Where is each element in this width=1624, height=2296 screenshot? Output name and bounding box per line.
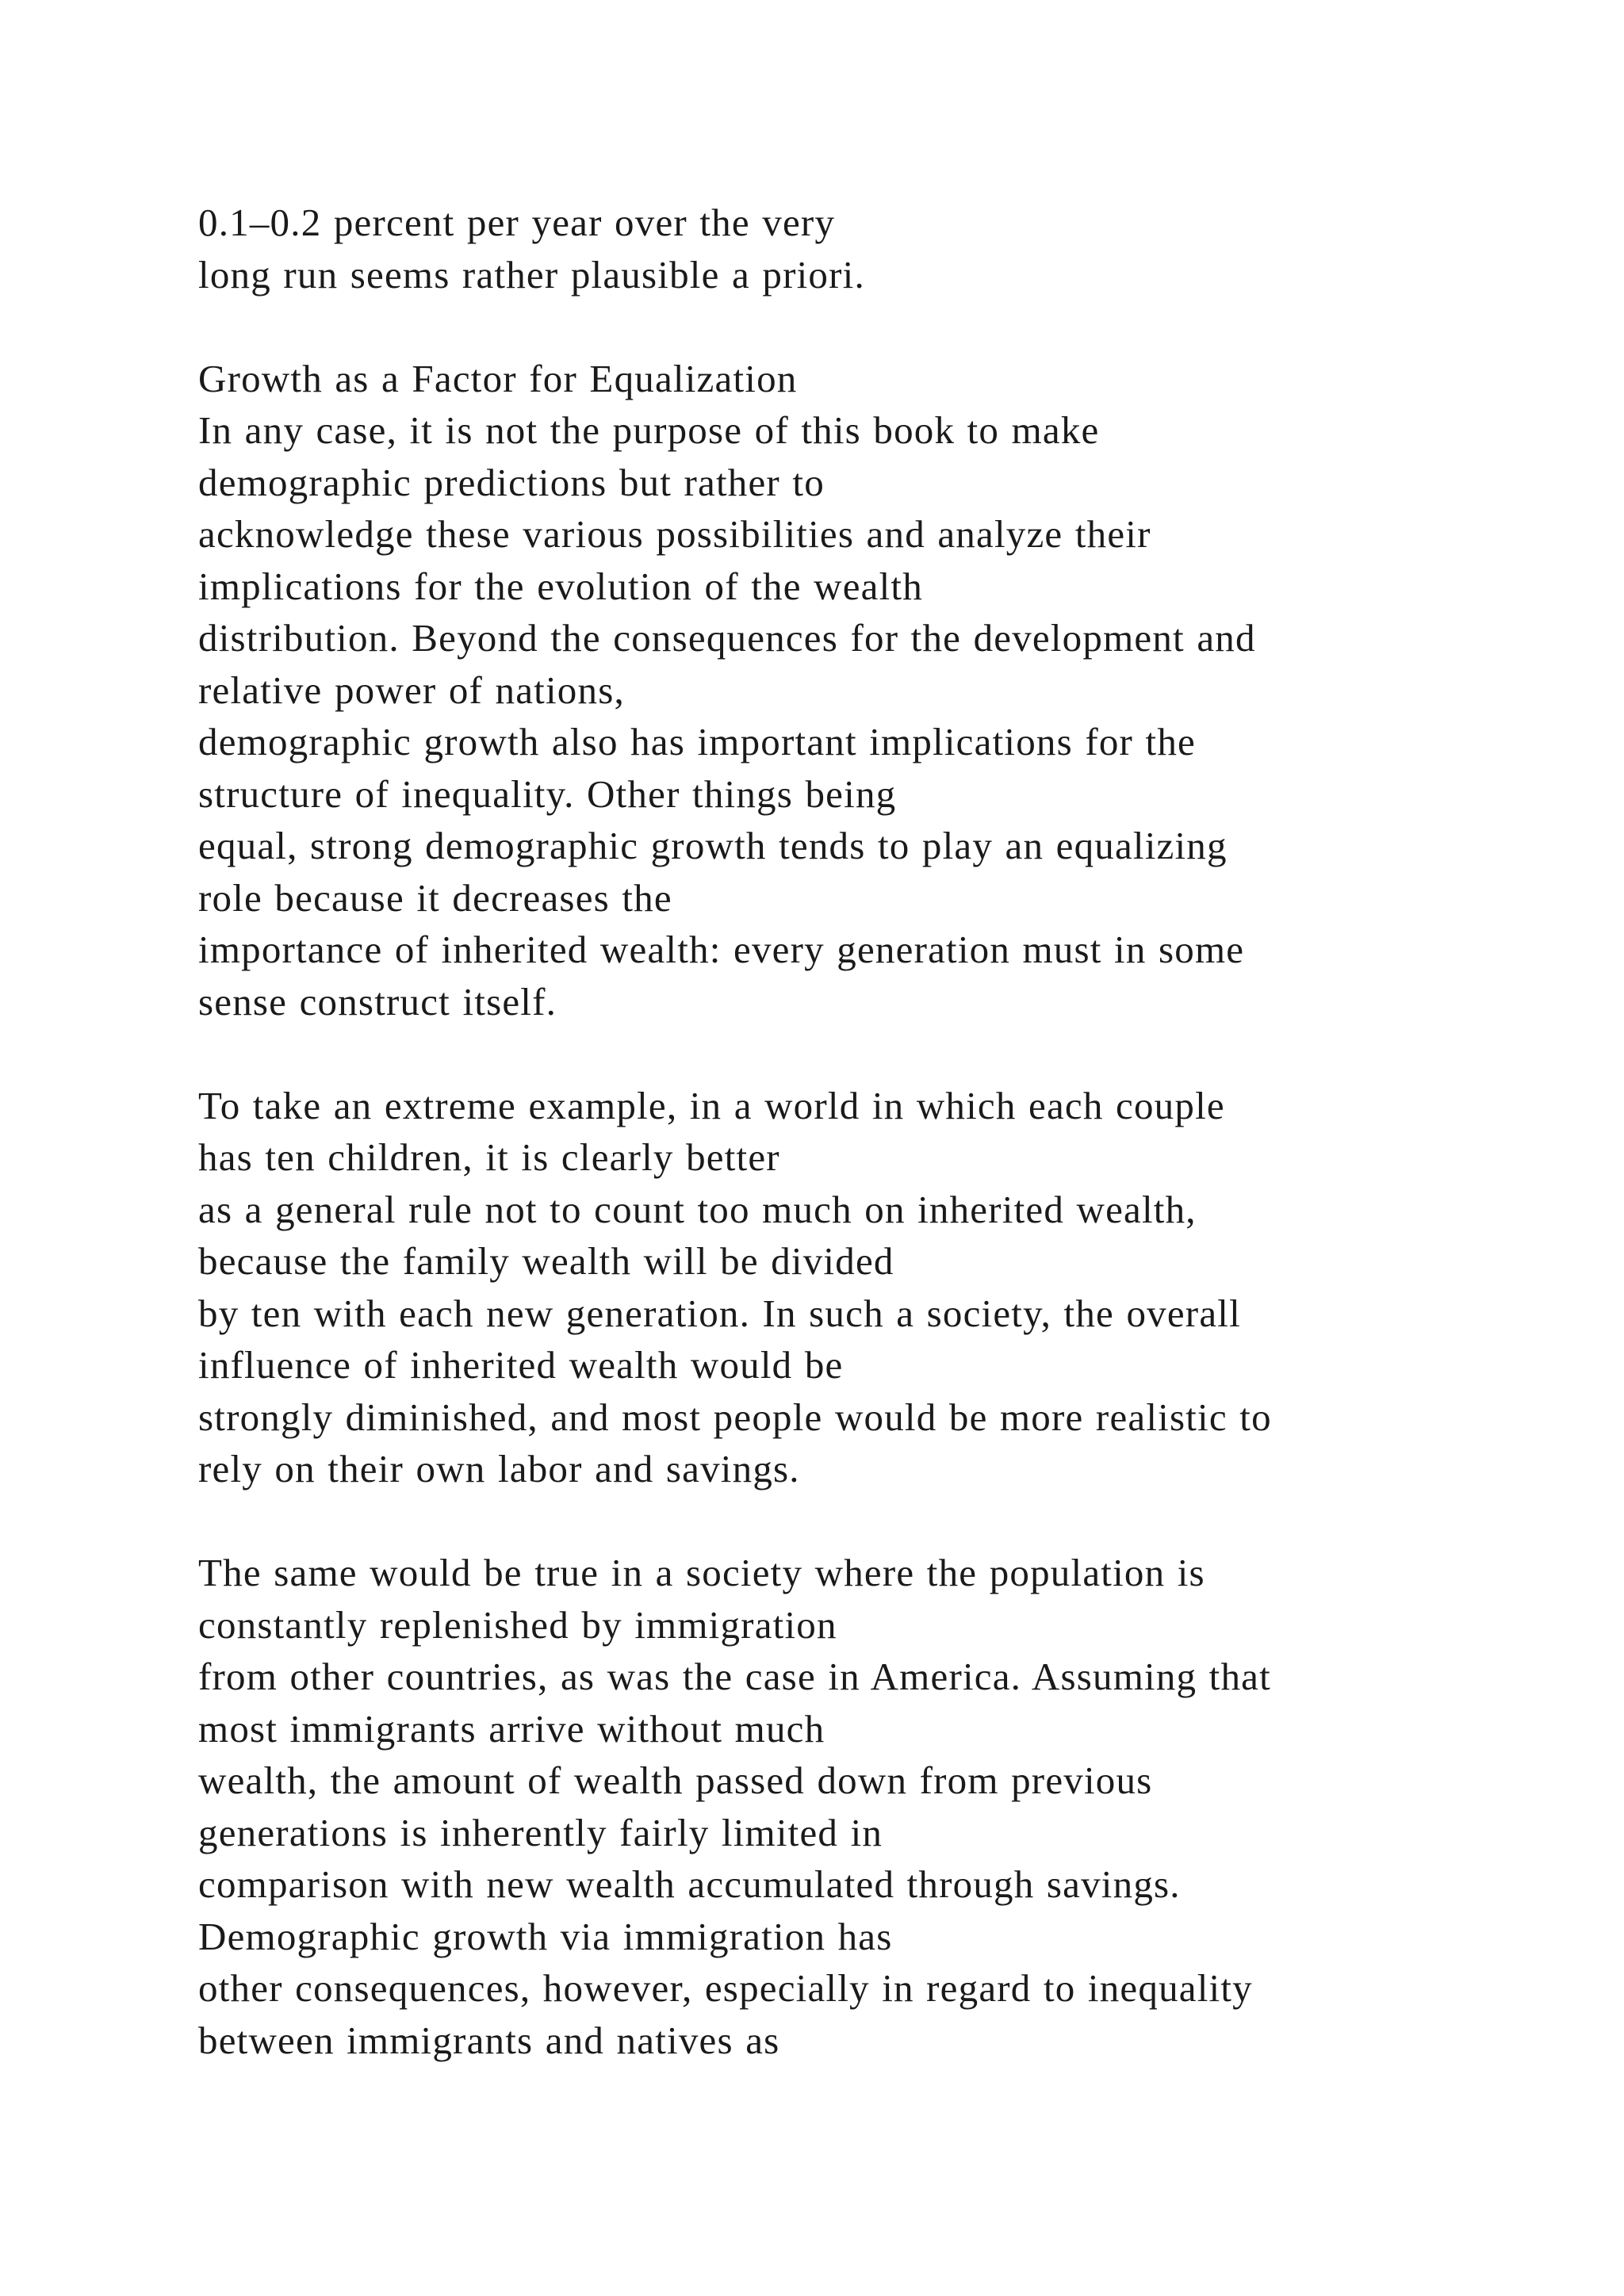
- text-line: other consequences, however, especially in regard to inequality: [198, 1966, 1253, 2010]
- text-line: strongly diminished, and most people would be more realistic to: [198, 1395, 1272, 1439]
- paragraph-break: [198, 300, 1546, 353]
- text-line: wealth, the amount of wealth passed down from previous: [198, 1758, 1153, 1802]
- text-line: implications for the evolution of the wealth: [198, 564, 923, 608]
- text-line: equal, strong demographic growth tends to play an equalizing: [198, 824, 1228, 867]
- text-line: importance of inherited wealth: every generation must in some: [198, 928, 1245, 971]
- paragraph-break: [198, 1495, 1546, 1548]
- text-line: 0.1–0.2 percent per year over the very: [198, 201, 836, 244]
- text-line: from other countries, as was the case in America. Assuming that: [198, 1655, 1271, 1698]
- text-line: generations is inherently fairly limited in: [198, 1810, 883, 1854]
- text-line: influence of inherited wealth would be: [198, 1343, 844, 1387]
- section-heading: Growth as a Factor for Equalization: [198, 356, 798, 400]
- text-line: Demographic growth via immigration has: [198, 1914, 893, 1958]
- text-line: comparison with new wealth accumulated through savings.: [198, 1862, 1181, 1906]
- text-line: has ten children, it is clearly better: [198, 1135, 780, 1179]
- text-line: relative power of nations,: [198, 668, 625, 712]
- text-line: because the family wealth will be divided: [198, 1239, 894, 1283]
- text-line: structure of inequality. Other things being: [198, 771, 897, 816]
- text-line: distribution. Beyond the consequences for the development and: [198, 616, 1256, 660]
- text-line: The same would be true in a society where the population is: [198, 1551, 1205, 1594]
- text-line: most immigrants arrive without much: [198, 1706, 825, 1751]
- text-line: by ten with each new generation. In such a society, the overall: [198, 1291, 1241, 1335]
- paragraph-break: [198, 1027, 1546, 1080]
- text-line: as a general rule not to count too much on inherited wealth,: [198, 1187, 1197, 1231]
- body-text: [198, 197, 1546, 2066]
- text-line: To take an extreme example, in a world in which each couple: [198, 1083, 1225, 1127]
- text-line: demographic growth also has important implications for the: [198, 720, 1196, 763]
- text-line: demographic predictions but rather to: [198, 460, 825, 504]
- text-line: rely on their own labor and savings.: [198, 1447, 800, 1490]
- text-line: between immigrants and natives as: [198, 2018, 780, 2062]
- text-line: long run seems rather plausible a priori.: [198, 252, 865, 297]
- text-line: sense construct itself.: [198, 979, 557, 1024]
- text-line: role because it decreases the: [198, 875, 672, 920]
- text-line: acknowledge these various possibilities and analyze their: [198, 512, 1151, 556]
- text-line: constantly replenished by immigration: [198, 1602, 837, 1647]
- text-line: In any case, it is not the purpose of this book to make: [198, 408, 1100, 452]
